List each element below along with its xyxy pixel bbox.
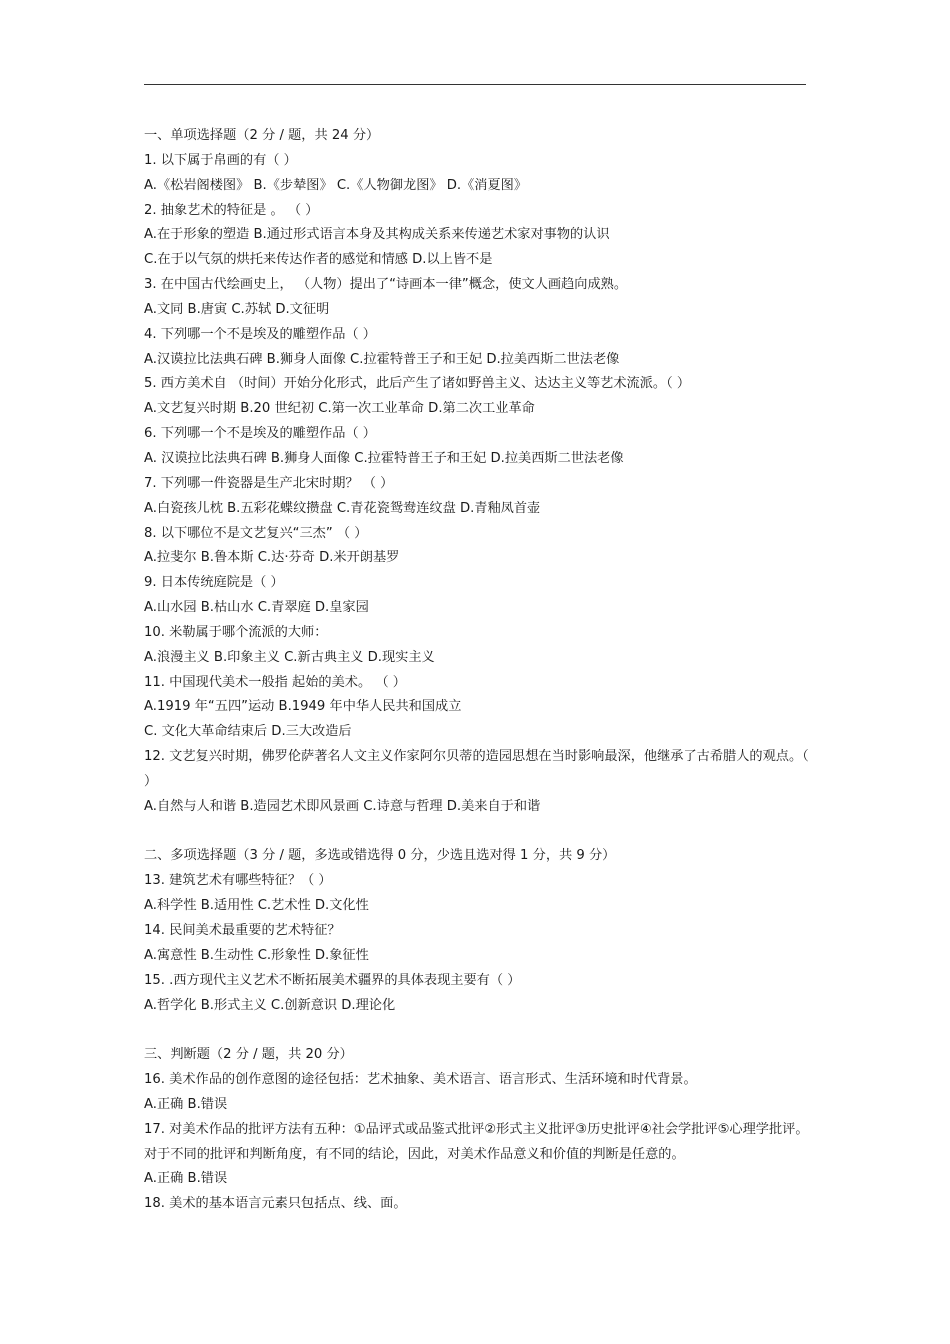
question-text: 13. 建筑艺术有哪些特征？（ ） (144, 873, 332, 889)
question-options: A.哲学化 B.形式主义 C.创新意识 D.理论化 (144, 997, 396, 1013)
question-options: A. 汉谟拉比法典石碑 B.狮身人面像 C.拉霍特普王子和王妃 D.拉美西斯二世法老像 (144, 450, 624, 466)
question-options: A.《松岩阁楼图》 B.《步辇图》 C.《人物御龙图》 D.《消夏图》 (144, 177, 528, 193)
exam-content (144, 124, 810, 1217)
question-options: A.汉谟拉比法典石碑 B.狮身人面像 C.拉霍特普王子和王妃 D.拉美西斯二世法老像 (144, 351, 620, 367)
section-heading: 二、多项选择题（3 分 / 题，多选或错选得 0 分，少选且选对得 1 分，共 9 分） (144, 848, 616, 864)
question-text: 12. 文艺复兴时期，佛罗伦萨著名人文主义作家阿尔贝蒂的造园思想在当时影响最深，他继承了古希腊人的观点。（ ） (144, 749, 809, 789)
question-text: 11. 中国现代美术一般指 起始的美术。 （ ） (144, 674, 406, 690)
question-text: 17. 对美术作品的批评方法有五种：①品评式或品鉴式批评②形式主义批评③历史批评④社会学批评⑤心理学批评。对于不同的批评和判断角度，有不同的结论，因此，对美术作品意义和价值的判断是任意的。 (144, 1121, 809, 1162)
question-text: 5. 西方美术自 （时间）开始分化形式，此后产生了诸如野兽主义、达达主义等艺术流派。（ ） (144, 376, 691, 392)
question-text: 1. 以下属于帛画的有（ ） (144, 152, 297, 168)
question-options: A.拉斐尔 B.鲁本斯 C.达·芬奇 D.米开朗基罗 (144, 550, 400, 566)
question-options: C.在于以气氛的烘托来传达作者的感觉和情感 D.以上皆不是 (144, 252, 493, 268)
question-options: C. 文化大革命结束后 D.三大改造后 (144, 724, 352, 740)
question-text: 3. 在中国古代绘画史上， （人物）提出了“诗画本一律”概念，使文人画趋向成熟。 (144, 277, 628, 293)
question-text: 14. 民间美术最重要的艺术特征？ (144, 923, 341, 938)
section-spacer (144, 1018, 810, 1043)
question-options: A.白瓷孩儿枕 B.五彩花蝶纹攒盘 C.青花瓷鸳鸯连纹盘 D.青釉凤首壶 (144, 500, 541, 516)
question-options: A.山水园 B.枯山水 C.青翠庭 D.皇家园 (144, 600, 369, 616)
header-rule (144, 84, 806, 85)
question-options: A.1919 年“五四”运动 B.1949 年中华人民共和国成立 (144, 699, 462, 715)
question-text: 4. 下列哪一个不是埃及的雕塑作品（ ） (144, 326, 376, 342)
section-heading: 一、单项选择题（2 分 / 题，共 24 分） (144, 128, 380, 143)
question-options: A.科学性 B.适用性 C.艺术性 D.文化性 (144, 898, 369, 914)
question-text: 16. 美术作品的创作意图的途径包括：艺术抽象、美术语言、语言形式、生活环境和时代背景。 (144, 1072, 697, 1088)
question-text: 2. 抽象艺术的特征是 。 （ ） (144, 202, 319, 218)
question-text: 7. 下列哪一件瓷器是生产北宋时期？ （ ） (144, 475, 394, 491)
section-heading: 三、判断题（2 分 / 题，共 20 分） (144, 1047, 353, 1063)
question-options: A.正确 B.错误 (144, 1096, 228, 1112)
section-spacer (144, 820, 810, 845)
question-options: A.浪漫主义 B.印象主义 C.新古典主义 D.现实主义 (144, 649, 435, 665)
question-text: 9. 日本传统庭院是（ ） (144, 575, 284, 591)
question-options: A.文艺复兴时期 B.20 世纪初 C.第一次工业革命 D.第二次工业革命 (144, 401, 535, 417)
question-options: A.自然与人和谐 B.造园艺术即风景画 C.诗意与哲理 D.美来自于和谐 (144, 798, 541, 814)
question-text: 18. 美术的基本语言元素只包括点、线、面。 (144, 1196, 407, 1212)
question-text: 8. 以下哪位不是文艺复兴“三杰” （ ） (144, 525, 368, 541)
question-text: 10. 米勒属于哪个流派的大师： (144, 624, 328, 640)
question-options: A.在于形象的塑造 B.通过形式语言本身及其构成关系来传递艺术家对事物的认识 (144, 227, 610, 243)
question-text: 15. .西方现代主义艺术不断拓展美术疆界的具体表现主要有（ ） (144, 972, 521, 988)
question-options: A.正确 B.错误 (144, 1171, 228, 1187)
question-options: A.文同 B.唐寅 C.苏轼 D.文征明 (144, 301, 330, 317)
question-options: A.寓意性 B.生动性 C.形象性 D.象征性 (144, 947, 369, 963)
question-text: 6. 下列哪一个不是埃及的雕塑作品（ ） (144, 426, 376, 442)
